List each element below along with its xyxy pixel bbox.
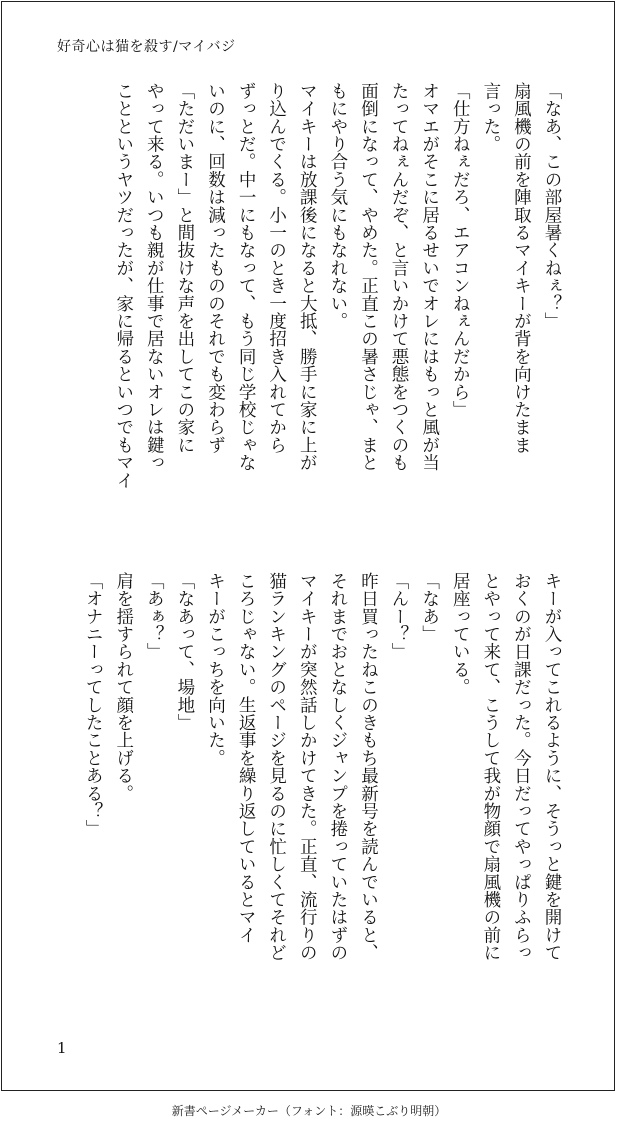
text-line: マイキーは放課後になると大抵、勝手に家に上が — [297, 82, 318, 472]
text-line: いのに、回数は減ったもののそれでも変わらず — [205, 82, 226, 454]
text-line: それまでおとなしくジャンプを捲っていたはずの — [327, 572, 348, 962]
text-line: ころじゃない。生返事を繰り返しているとマイ — [236, 572, 257, 944]
text-line: 居座っている。 — [450, 572, 471, 696]
text-line: 「んー？」 — [389, 572, 410, 661]
text-line: オマエがそこに居るせいでオレにはもっと風が当 — [419, 82, 440, 472]
text-line: 言った。 — [480, 82, 501, 153]
lower-text-block — [52, 572, 567, 1022]
text-line: とやって来て、こうして我が物顔で扇風機の前に — [480, 572, 501, 962]
text-line: ずっとだ。中一にもなって、もう同じ学校じゃな — [236, 82, 257, 472]
page-number: 1 — [57, 1039, 67, 1057]
upper-text-block — [52, 82, 567, 522]
text-line: 「あぁ？」 — [144, 572, 165, 661]
text-line: 「ただいまー」と間抜けな声を出してこの家に — [174, 82, 195, 454]
text-line: 扇風機の前を陣取るマイキーが背を向けたまま — [511, 82, 532, 454]
text-line: ことというヤツだったが、家に帰るといつでもマイ — [113, 82, 134, 490]
text-line: 「なあ」 — [419, 572, 440, 643]
text-line: やって来る。いつも親が仕事で居ないオレは鍵っ — [144, 82, 165, 472]
text-line: たってねぇんだぞ、と言いかけて悪態をつくのも — [389, 82, 410, 472]
page-frame — [1, 1, 615, 1091]
text-line: 肩を揺すられて顔を上げる。 — [113, 572, 134, 803]
text-line: もにやり合う気にもなれない。 — [327, 82, 348, 330]
page-header-title: 好奇心は猫を殺す/マイバジ — [57, 39, 236, 55]
text-line: 「なあ、この部屋暑くねぇ？」 — [542, 82, 562, 330]
text-line: おくのが日課だった。今日だってやっぱりふらっ — [511, 572, 532, 962]
text-line: マイキーが突然話しかけてきた。正直、流行りの — [297, 572, 318, 962]
text-line: キーがこっちを向いた。 — [205, 572, 226, 767]
text-line: 面倒になって、やめた。正直この暑さじゃ、まと — [358, 82, 379, 472]
text-line: 「なあって、場地」 — [174, 572, 195, 732]
text-line: キーが入ってこれるように、そうっと鍵を開けて — [542, 572, 562, 962]
text-line: 「オナニーってしたことある？」 — [83, 572, 104, 838]
text-line: 猫ランキングのページを見るのに忙しくてそれど — [266, 572, 287, 962]
footer-credit: 新書ページメーカー（フォント：源暎こぶり明朝） — [171, 1104, 447, 1118]
text-line: り込んでくる。小一のとき一度招き入れてから — [266, 82, 287, 454]
text-line: 「仕方ねぇだろ、エアコンねぇんだから」 — [450, 82, 471, 419]
text-line: 昨日買ったねこのきもち最新号を読んでいると、 — [358, 572, 379, 962]
